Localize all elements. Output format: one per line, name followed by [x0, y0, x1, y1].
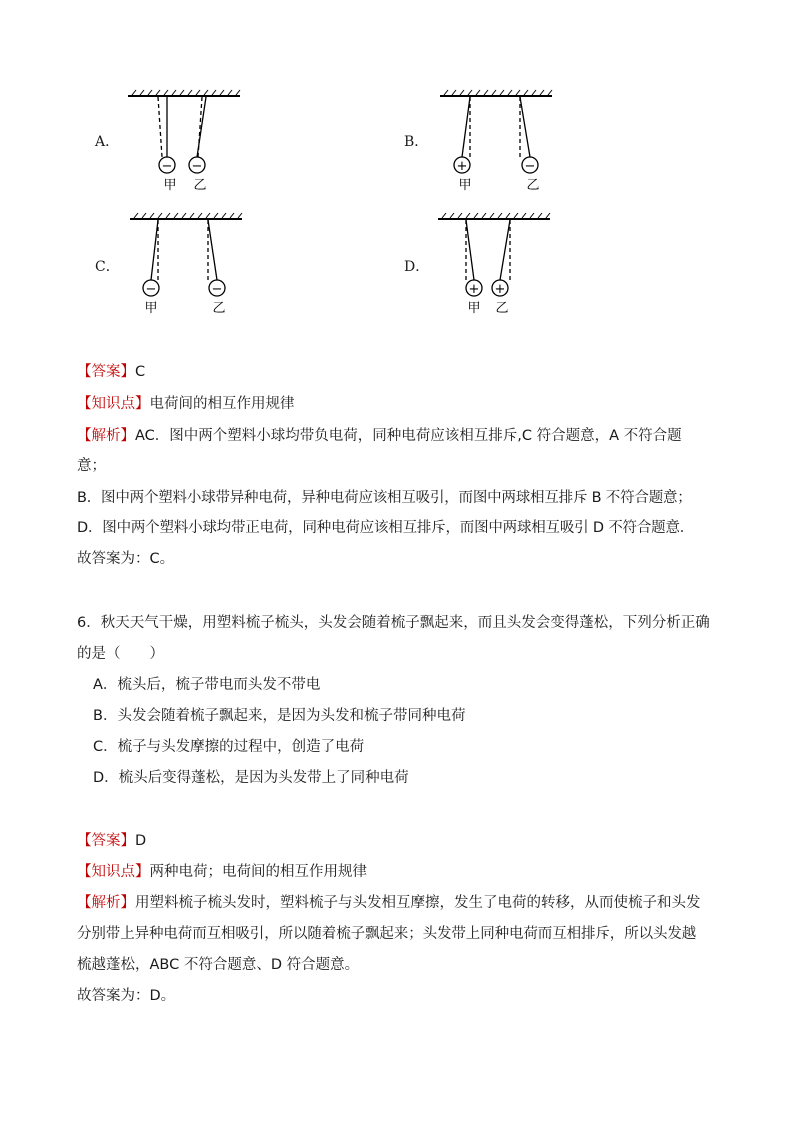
- figure-d-label-1: 甲: [467, 301, 481, 316]
- figure-d-ball-2-sign: +: [494, 282, 506, 297]
- q6-analysis-line-3: 梳越蓬松，ABC 不符合题意、D 符合题意。: [77, 957, 360, 973]
- q6-analysis: [77, 893, 701, 913]
- figure-b-label-2: 乙: [526, 178, 540, 193]
- q5-analysis-line-1: AC．图中两个塑料小球均带负电荷，同种电荷应该相互排斥,C 符合题意，A 不符合题: [135, 428, 682, 444]
- figure-c: [122, 208, 252, 318]
- q5-knowledge: [77, 394, 295, 414]
- figure-a-label-1: 甲: [163, 178, 177, 193]
- figure-a-ball-1-sign: −: [161, 159, 173, 174]
- q6-stem-line-1: 6．秋天天气干燥，用塑料梳子梳头，头发会随着梳子飘起来，而且头发会变得蓬松，下列分析正确: [77, 615, 710, 631]
- q6-option-a: A．梳头后，梳子带电而头发不带电: [93, 677, 321, 693]
- figure-d: [430, 208, 560, 318]
- q5-analysis-line-2: 意；: [77, 458, 106, 474]
- figure-a: [120, 85, 250, 195]
- q6-stem-line-2: 的是（ ）: [77, 646, 164, 662]
- option-b-letter: B．: [404, 134, 429, 150]
- figure-c-ball-1-sign: −: [145, 282, 157, 297]
- q6-knowledge: [77, 862, 367, 882]
- figure-b-ball-2-sign: −: [524, 159, 536, 174]
- q5-analysis: [77, 426, 682, 446]
- q6-conclusion: 故答案为：D。: [77, 988, 176, 1004]
- option-c-letter: C．: [95, 259, 120, 275]
- option-d-letter: D．: [404, 259, 430, 275]
- q5-analysis-line-4: D．图中两个塑料小球均带正电荷，同种电荷应该相互排斥，而图中两球相互吸引 D 不符合题意．: [77, 520, 695, 536]
- figure-b-label-1: 甲: [458, 178, 472, 193]
- q6-answer: [77, 831, 146, 851]
- q6-option-c: C．梳子与头发摩擦的过程中，创造了电荷: [93, 739, 365, 755]
- q6-answer-value: D: [135, 833, 147, 849]
- q6-analysis-tag: 【解析】: [77, 895, 135, 911]
- figure-d-label-2: 乙: [495, 301, 509, 316]
- figure-a-ball-2-sign: −: [191, 159, 203, 174]
- q5-analysis-tag: 【解析】: [77, 428, 135, 444]
- q6-option-d: D．梳头后变得蓬松，是因为头发带上了同种电荷: [93, 770, 409, 786]
- figure-d-ball-1-sign: +: [468, 282, 480, 297]
- figure-b-ball-1-sign: +: [456, 159, 468, 174]
- q6-option-b: B．头发会随着梳子飘起来，是因为头发和梳子带同种电荷: [93, 708, 466, 724]
- q5-knowledge-tag: 【知识点】: [77, 396, 150, 412]
- q5-conclusion: 故答案为：C。: [77, 551, 175, 567]
- q5-answer-tag: 【答案】: [77, 364, 135, 380]
- figure-c-label-1: 甲: [144, 301, 158, 316]
- q5-knowledge-value: 电荷间的相互作用规律: [149, 396, 295, 412]
- q5-analysis-line-3: B．图中两个塑料小球带异种电荷，异种电荷应该相互吸引，而图中两球相互排斥 B 不符合题意；: [77, 490, 692, 506]
- q5-answer-value: C: [135, 364, 146, 380]
- q6-analysis-line-2: 分别带上异种电荷而互相吸引，所以随着梳子飘起来；头发带上同种电荷而互相排斥，所以头发越: [77, 926, 697, 942]
- figure-a-label-2: 乙: [193, 178, 207, 193]
- figure-c-label-2: 乙: [212, 301, 226, 316]
- q6-knowledge-value: 两种电荷；电荷间的相互作用规律: [149, 864, 367, 880]
- q6-answer-tag: 【答案】: [77, 833, 135, 849]
- q6-analysis-line-1: 用塑料梳子梳头发时，塑料梳子与头发相互摩擦，发生了电荷的转移，从而使梳子和头发: [135, 895, 701, 911]
- figure-b: [432, 85, 562, 195]
- q6-knowledge-tag: 【知识点】: [77, 864, 150, 880]
- q5-answer: [77, 362, 145, 382]
- option-a-letter: A．: [95, 134, 120, 150]
- figure-c-ball-2-sign: −: [211, 282, 223, 297]
